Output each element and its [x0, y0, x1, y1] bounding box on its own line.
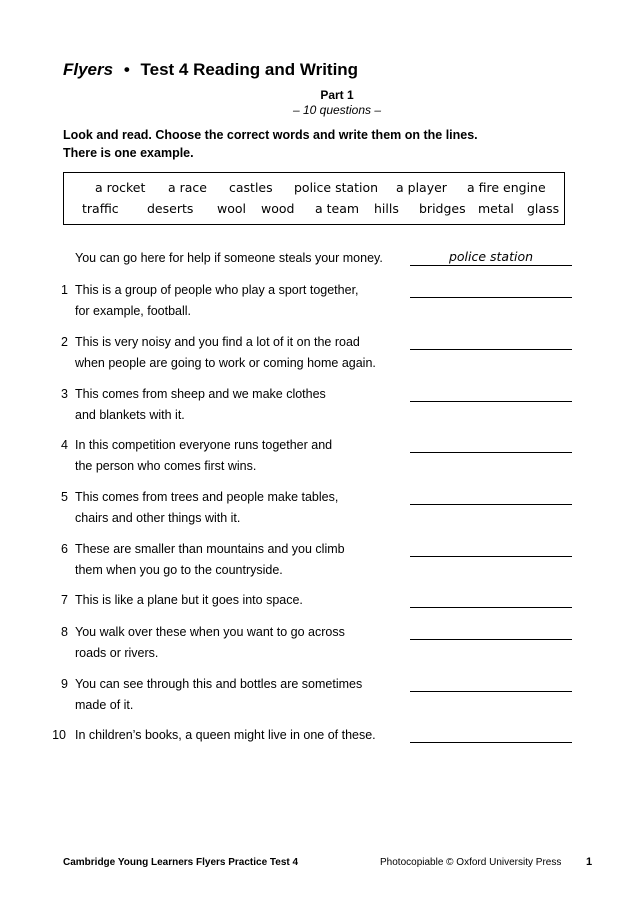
word-item: metal: [478, 201, 514, 216]
answer-line[interactable]: [410, 384, 572, 402]
question-text-line-1: This comes from trees and people make tables,: [75, 490, 339, 504]
word-item: a rocket: [95, 180, 146, 195]
question-text-line-2: when people are going to work or coming home again.: [75, 356, 376, 370]
answer-line[interactable]: [410, 590, 572, 608]
question-text-line-1: In this competition everyone runs together and: [75, 438, 333, 452]
question-number: 2: [61, 335, 68, 349]
word-item: a fire engine: [467, 180, 546, 195]
word-item: wool: [217, 201, 246, 216]
word-item: a player: [396, 180, 447, 195]
word-item: traffic: [82, 201, 119, 216]
word-box: [63, 172, 565, 225]
word-item: a race: [168, 180, 207, 195]
question-number: 5: [61, 490, 68, 504]
answer-line[interactable]: [410, 539, 572, 557]
answer-line[interactable]: [410, 622, 572, 640]
question-text-line-2: made of it.: [75, 698, 134, 712]
question-text-line-1: You walk over these when you want to go across: [75, 625, 345, 639]
answer-line[interactable]: [410, 674, 572, 692]
part-heading: Part 1: [320, 88, 354, 102]
word-item: police station: [294, 180, 379, 195]
title-bullet: •: [123, 60, 130, 79]
question-item: [0, 539, 638, 581]
question-text-line-2: and blankets with it.: [75, 408, 185, 422]
question-item: [0, 725, 638, 767]
question-text-line-1: These are smaller than mountains and you climb: [75, 542, 345, 556]
question-text-line-1: This is a group of people who play a sport together,: [75, 283, 359, 297]
question-text-line-2: chairs and other things with it.: [75, 511, 241, 525]
answer-line[interactable]: [410, 487, 572, 505]
question-text-line-1: In children’s books, a queen might live in one of these.: [75, 728, 376, 742]
footer-publication: Cambridge Young Learners Flyers Practice Test 4: [63, 857, 299, 868]
example-answer-line: [410, 248, 572, 266]
test-title: Test 4 Reading and Writing: [140, 60, 359, 79]
question-text-line-2: roads or rivers.: [75, 646, 159, 660]
example-question: [0, 248, 638, 269]
question-text-line-1: This is very noisy and you find a lot of it on the road: [75, 335, 360, 349]
question-item: [0, 384, 638, 426]
question-text-line-2: for example, football.: [75, 304, 192, 318]
question-number: 3: [61, 387, 68, 401]
question-number: 8: [61, 625, 68, 639]
word-item: deserts: [147, 201, 194, 216]
word-item: glass: [527, 201, 560, 216]
answer-line[interactable]: [410, 332, 572, 350]
question-item: [0, 622, 638, 664]
question-text-line-1: This is like a plane but it goes into space.: [75, 593, 303, 607]
instructions-line-1: Look and read. Choose the correct words and write them on the lines.: [63, 128, 478, 142]
page-number: 1: [586, 856, 593, 868]
word-item: hills: [374, 201, 399, 216]
question-number: 1: [61, 283, 68, 297]
word-item: wood: [261, 201, 295, 216]
answer-line[interactable]: [410, 725, 572, 743]
question-item: [0, 487, 638, 529]
answer-line[interactable]: [410, 435, 572, 453]
question-number: 10: [52, 728, 66, 742]
answer-line[interactable]: [410, 280, 572, 298]
word-item: bridges: [419, 201, 466, 216]
question-text-line-1: This comes from sheep and we make clothes: [75, 387, 326, 401]
instructions-line-2: There is one example.: [63, 146, 194, 160]
question-text-line-2: them when you go to the countryside.: [75, 563, 283, 577]
example-answer: police station: [448, 249, 534, 264]
question-number: 9: [61, 677, 68, 691]
question-item: [0, 435, 638, 477]
example-text: You can go here for help if someone steals your money.: [75, 251, 383, 265]
footer-copyright: Photocopiable © Oxford University Press: [380, 857, 562, 868]
question-text-line-2: the person who comes first wins.: [75, 459, 257, 473]
question-number: 4: [61, 438, 68, 452]
brand-name: Flyers: [63, 60, 114, 79]
question-text-line-1: You can see through this and bottles are sometimes: [75, 677, 363, 691]
question-number: 7: [61, 593, 68, 607]
question-item: [0, 332, 638, 374]
question-number: 6: [61, 542, 68, 556]
question-item: [0, 280, 638, 322]
question-item: [0, 674, 638, 716]
question-count: – 10 questions –: [292, 103, 382, 117]
word-item: a team: [315, 201, 360, 216]
page-title: [63, 60, 358, 80]
word-item: castles: [229, 180, 273, 195]
